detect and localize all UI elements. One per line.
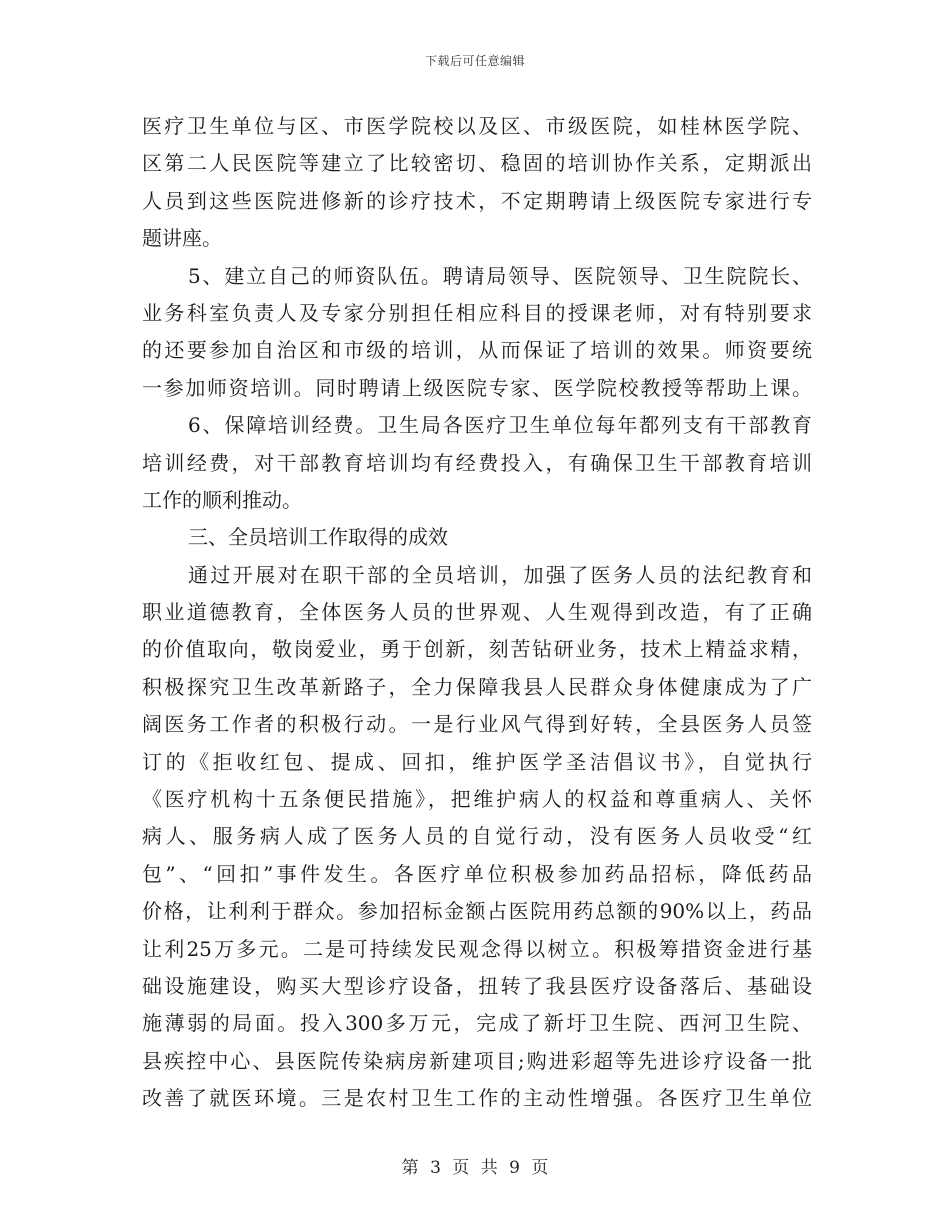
text-line: 础设施建设，购买大型诊疗设备，扭转了我县医疗设备落后、基础设 — [142, 973, 812, 998]
text-line: 施薄弱的局面。投入300多万元，完成了新圩卫生院、西河卫生院、 — [142, 1011, 812, 1036]
text-line: 的价值取向，敬岗爱业，勇于创新，刻苦钻研业务，技术上精益求精， — [142, 637, 812, 662]
text-line: 县疾控中心、县医院传染病房新建项目;购进彩超等先进诊疗设备一批 — [142, 1048, 812, 1073]
text-line: 区第二人民医院等建立了比较密切、稳固的培训协作关系，定期派出 — [142, 151, 812, 176]
page-header: 下载后可任意编辑 — [424, 54, 525, 68]
text-line: 培训经费，对干部教育培训均有经费投入，有确保卫生干部教育培训 — [142, 450, 812, 475]
text-line: 工作的顺利推动。 — [142, 487, 302, 512]
text-line: 积极探究卫生改革新路子，全力保障我县人民群众身体健康成为了广 — [142, 674, 812, 699]
text-line: 价格，让利利于群众。参加招标金额占医院用药总额的90%以上，药品 — [142, 899, 812, 924]
text-line: 改善了就医环境。三是农村卫生工作的主动性增强。各医疗卫生单位 — [142, 1086, 812, 1111]
text-line: 人员到这些医院进修新的诊疗技术，不定期聘请上级医院专家进行专 — [142, 188, 812, 213]
text-line: 通过开展对在职干部的全员培训，加强了医务人员的法纪教育和 — [188, 562, 812, 587]
text-line: 医疗卫生单位与区、市医学院校以及区、市级医院，如桂林医学院、 — [142, 114, 812, 138]
text-line: 订的《拒收红包、提成、回扣，维护医学圣洁倡议书》，自觉执行 — [142, 749, 812, 774]
text-line: 《医疗机构十五条便民措施》，把维护病人的权益和尊重病人、关怀 — [142, 787, 812, 812]
text-line: 6、保障培训经费。卫生局各医疗卫生单位每年都列支有干部教育 — [188, 413, 812, 438]
text-line: 题讲座。 — [142, 226, 222, 251]
section-heading: 三、全员培训工作取得的成效 — [188, 525, 448, 550]
text-line: 阔医务工作者的积极行动。一是行业风气得到好转，全县医务人员签 — [142, 712, 812, 737]
text-line: 病人、服务病人成了医务人员的自觉行动，没有医务人员收受“红 — [142, 824, 812, 849]
text-line: 5、建立自己的师资队伍。聘请局领导、医院领导、卫生院院长、 — [188, 263, 812, 288]
text-line: 职业道德教育，全体医务人员的世界观、人生观得到改造，有了正确 — [142, 600, 812, 625]
page-footer: 第 3 页 共 9 页 — [401, 1158, 549, 1178]
text-line: 业务科室负责人及专家分别担任相应科目的授课老师，对有特别要求 — [142, 300, 812, 325]
text-line: 的还要参加自治区和市级的培训，从而保证了培训的效果。师资要统 — [142, 338, 812, 363]
text-line: 一参加师资培训。同时聘请上级医院专家、医学院校教授等帮助上课。 — [142, 375, 812, 400]
text-line: 包”、“回扣”事件发生。各医疗单位积极参加药品招标，降低药品 — [142, 861, 812, 886]
document-body — [142, 108, 812, 1118]
text-line: 让利25万多元。二是可持续发民观念得以树立。积极筹措资金进行基 — [142, 936, 812, 961]
